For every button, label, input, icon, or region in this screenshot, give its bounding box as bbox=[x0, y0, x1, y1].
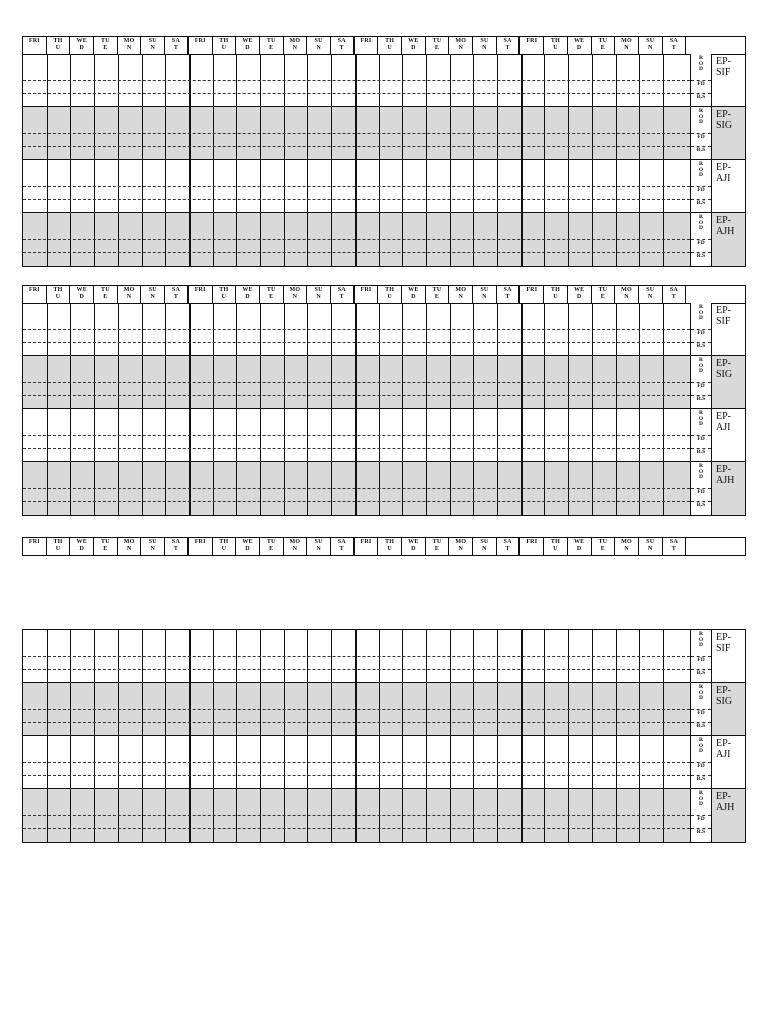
day-header-cell: TH U bbox=[378, 286, 402, 303]
row-divider bbox=[691, 342, 711, 343]
row-divider bbox=[691, 80, 711, 81]
group-row bbox=[23, 107, 745, 160]
day-header-row-1 bbox=[22, 36, 746, 55]
row-divider bbox=[23, 488, 690, 489]
row-label: R O D bbox=[698, 790, 704, 808]
day-header-cell: TH U bbox=[47, 538, 71, 555]
day-header-cell: SA T bbox=[165, 286, 189, 303]
row-label-column bbox=[690, 54, 712, 106]
day-cells[interactable] bbox=[23, 789, 690, 842]
group-label: EP- SIG bbox=[712, 107, 745, 159]
day-header-cell: SU N bbox=[141, 37, 165, 54]
day-header-cell: WE D bbox=[402, 37, 426, 54]
row-label-column bbox=[690, 303, 712, 355]
row-divider bbox=[691, 656, 711, 657]
schedule-block-3 bbox=[22, 629, 746, 843]
row-label: R O D bbox=[698, 357, 704, 375]
row-divider bbox=[691, 146, 711, 147]
row-label: R.S bbox=[696, 200, 706, 206]
row-label-column bbox=[690, 462, 712, 515]
day-header-cell: MO N bbox=[284, 538, 308, 555]
header-blank-cell bbox=[686, 37, 745, 54]
day-header-cell: TU E bbox=[260, 37, 284, 54]
row-label: R.S bbox=[696, 670, 706, 676]
row-label: FD bbox=[697, 657, 705, 663]
day-header-cell: WE D bbox=[70, 286, 94, 303]
day-header-cell: TH U bbox=[544, 286, 568, 303]
group-row bbox=[23, 213, 745, 266]
row-label-column bbox=[690, 736, 712, 788]
row-label: R O D bbox=[698, 304, 704, 322]
day-header-cell: TH U bbox=[47, 286, 71, 303]
row-divider bbox=[691, 133, 711, 134]
day-header-cell: WE D bbox=[402, 286, 426, 303]
group-row bbox=[23, 683, 745, 736]
row-label-column bbox=[690, 107, 712, 159]
row-label: R.S bbox=[696, 829, 706, 835]
group-row bbox=[23, 789, 745, 842]
day-header-cell: SU N bbox=[639, 37, 663, 54]
group-row bbox=[23, 160, 745, 213]
row-divider bbox=[691, 501, 711, 502]
day-header-cell: MO N bbox=[615, 538, 639, 555]
row-divider bbox=[691, 93, 711, 94]
day-header-cell: MO N bbox=[118, 538, 142, 555]
row-divider bbox=[691, 722, 711, 723]
group-row bbox=[23, 409, 745, 462]
group-row bbox=[23, 736, 745, 789]
day-header-cell: FRI bbox=[23, 538, 47, 555]
row-label: R O D bbox=[698, 410, 704, 428]
day-header-cell: SU N bbox=[473, 538, 497, 555]
day-header-row-3 bbox=[22, 537, 746, 556]
day-header-cell: SA T bbox=[331, 37, 355, 54]
group-label: EP- AJI bbox=[716, 411, 731, 433]
day-header-cell: TU E bbox=[592, 286, 616, 303]
day-header-cell: FRI bbox=[189, 37, 213, 54]
day-cells[interactable] bbox=[23, 356, 690, 408]
row-divider bbox=[23, 199, 690, 200]
day-header-cell: TH U bbox=[378, 37, 402, 54]
day-cells[interactable] bbox=[23, 630, 690, 682]
day-header-cell: SU N bbox=[473, 286, 497, 303]
day-header-cell: TH U bbox=[213, 286, 237, 303]
row-divider bbox=[23, 239, 690, 240]
day-header-cell: TU E bbox=[94, 37, 118, 54]
row-label: FD bbox=[697, 81, 705, 87]
day-header-cell: MO N bbox=[118, 37, 142, 54]
day-header-cell: TH U bbox=[544, 538, 568, 555]
group-row bbox=[23, 630, 745, 683]
row-label: FD bbox=[697, 436, 705, 442]
day-cells[interactable] bbox=[23, 107, 690, 159]
day-header-cell: MO N bbox=[284, 37, 308, 54]
row-divider bbox=[691, 252, 711, 253]
day-header-cell: WE D bbox=[70, 538, 94, 555]
day-header-cell: TH U bbox=[213, 37, 237, 54]
row-label: R O D bbox=[698, 684, 704, 702]
day-cells[interactable] bbox=[23, 303, 690, 355]
day-header-cell: SA T bbox=[663, 286, 687, 303]
row-divider bbox=[691, 239, 711, 240]
day-header-cell: FRI bbox=[189, 286, 213, 303]
row-divider bbox=[23, 93, 690, 94]
day-header-cell: SA T bbox=[663, 538, 687, 555]
row-divider bbox=[23, 329, 690, 330]
group-label: EP- AJH bbox=[712, 213, 745, 266]
day-header-cell: FRI bbox=[23, 286, 47, 303]
day-header-cell: SU N bbox=[307, 538, 331, 555]
day-header-cell: MO N bbox=[449, 538, 473, 555]
row-divider bbox=[23, 448, 690, 449]
day-header-cell: SU N bbox=[141, 538, 165, 555]
day-header-cell: WE D bbox=[236, 37, 260, 54]
day-header-cell: FRI bbox=[189, 538, 213, 555]
day-header-cell: TU E bbox=[260, 538, 284, 555]
day-header-cell: SA T bbox=[331, 286, 355, 303]
row-label: R O D bbox=[698, 631, 704, 649]
day-cells[interactable] bbox=[23, 54, 690, 106]
group-label: EP- AJI bbox=[716, 738, 731, 760]
row-divider bbox=[691, 435, 711, 436]
row-divider bbox=[23, 762, 690, 763]
day-header-cell: TU E bbox=[426, 37, 450, 54]
day-header-cell: SA T bbox=[497, 538, 521, 555]
day-cells[interactable] bbox=[23, 462, 690, 515]
group-label: EP- SIG bbox=[712, 356, 745, 408]
row-divider bbox=[691, 199, 711, 200]
row-label-column bbox=[690, 356, 712, 408]
day-header-cell: FRI bbox=[355, 286, 379, 303]
day-header-cell: TU E bbox=[426, 538, 450, 555]
row-divider bbox=[691, 828, 711, 829]
row-divider bbox=[23, 709, 690, 710]
row-label: R O D bbox=[698, 737, 704, 755]
row-label: R O D bbox=[698, 108, 704, 126]
row-label: FD bbox=[697, 187, 705, 193]
group-row bbox=[23, 303, 745, 356]
row-divider bbox=[691, 709, 711, 710]
row-divider bbox=[691, 448, 711, 449]
day-header-cell: TU E bbox=[592, 37, 616, 54]
row-label-column bbox=[690, 683, 712, 735]
day-header-cell: MO N bbox=[449, 37, 473, 54]
day-header-cell: SU N bbox=[473, 37, 497, 54]
day-header-cell: MO N bbox=[449, 286, 473, 303]
day-header-cell: SU N bbox=[639, 286, 663, 303]
row-label: R O D bbox=[698, 161, 704, 179]
group-label: EP- AJH bbox=[712, 789, 745, 842]
row-divider bbox=[691, 329, 711, 330]
day-header-cell: TH U bbox=[378, 538, 402, 555]
row-label: R.S bbox=[696, 502, 706, 508]
day-header-cell: TH U bbox=[544, 37, 568, 54]
day-cells[interactable] bbox=[23, 160, 690, 212]
day-header-cell: WE D bbox=[70, 37, 94, 54]
row-divider bbox=[23, 656, 690, 657]
row-divider bbox=[23, 775, 690, 776]
day-header-cell: SU N bbox=[307, 286, 331, 303]
day-header-cell: TU E bbox=[94, 538, 118, 555]
day-header-cell: SU N bbox=[307, 37, 331, 54]
row-divider bbox=[23, 669, 690, 670]
row-divider bbox=[23, 252, 690, 253]
row-label: FD bbox=[697, 710, 705, 716]
row-divider bbox=[23, 815, 690, 816]
row-label-column bbox=[690, 630, 712, 682]
row-label: R.S bbox=[696, 343, 706, 349]
group-row bbox=[23, 356, 745, 409]
day-header-cell: WE D bbox=[568, 286, 592, 303]
group-label: EP- AJH bbox=[712, 462, 745, 515]
row-label: R.S bbox=[696, 253, 706, 259]
day-header-cell: TU E bbox=[94, 286, 118, 303]
day-header-cell: SA T bbox=[663, 37, 687, 54]
row-label: R O D bbox=[698, 55, 704, 73]
day-header-cell: FRI bbox=[355, 37, 379, 54]
row-divider bbox=[691, 186, 711, 187]
day-cells[interactable] bbox=[23, 683, 690, 735]
row-label: R.S bbox=[696, 449, 706, 455]
day-header-cell: WE D bbox=[568, 37, 592, 54]
group-label: EP- SIG bbox=[712, 683, 745, 735]
row-label: FD bbox=[697, 240, 705, 246]
day-header-cell: FRI bbox=[23, 37, 47, 54]
day-header-cell: WE D bbox=[402, 538, 426, 555]
row-divider bbox=[691, 815, 711, 816]
row-label: R.S bbox=[696, 147, 706, 153]
day-cells[interactable] bbox=[23, 736, 690, 788]
group-label: EP- SIF bbox=[716, 305, 731, 327]
day-header-cell: TU E bbox=[426, 286, 450, 303]
row-divider bbox=[691, 775, 711, 776]
row-label: FD bbox=[697, 330, 705, 336]
row-divider bbox=[23, 828, 690, 829]
day-header-cell: MO N bbox=[615, 286, 639, 303]
day-header-row-2 bbox=[22, 285, 746, 304]
day-header-cell: FRI bbox=[355, 538, 379, 555]
day-header-cell: SA T bbox=[331, 538, 355, 555]
row-label: FD bbox=[697, 134, 705, 140]
row-divider bbox=[23, 435, 690, 436]
day-header-cell: MO N bbox=[284, 286, 308, 303]
day-header-cell: WE D bbox=[236, 538, 260, 555]
header-blank-cell bbox=[686, 538, 745, 555]
day-cells[interactable] bbox=[23, 213, 690, 266]
day-header-cell: FRI bbox=[520, 286, 544, 303]
row-label-column bbox=[690, 160, 712, 212]
row-label: R O D bbox=[698, 214, 704, 232]
row-divider bbox=[23, 133, 690, 134]
group-label: EP- AJI bbox=[716, 162, 731, 184]
row-label-column bbox=[690, 409, 712, 461]
day-header-cell: MO N bbox=[118, 286, 142, 303]
day-header-cell: TH U bbox=[47, 37, 71, 54]
row-divider bbox=[691, 669, 711, 670]
group-label: EP- SIF bbox=[716, 56, 731, 78]
group-row bbox=[23, 462, 745, 515]
row-label: R.S bbox=[696, 723, 706, 729]
row-label: FD bbox=[697, 763, 705, 769]
row-divider bbox=[691, 488, 711, 489]
header-blank-cell bbox=[686, 286, 745, 303]
row-divider bbox=[23, 342, 690, 343]
row-divider bbox=[23, 186, 690, 187]
row-label: R.S bbox=[696, 776, 706, 782]
row-divider bbox=[23, 722, 690, 723]
day-cells[interactable] bbox=[23, 409, 690, 461]
row-label-column bbox=[690, 213, 712, 266]
row-label: FD bbox=[697, 383, 705, 389]
day-header-cell: MO N bbox=[615, 37, 639, 54]
day-header-cell: SA T bbox=[497, 286, 521, 303]
row-label: R O D bbox=[698, 463, 704, 481]
row-divider bbox=[23, 501, 690, 502]
day-header-cell: SU N bbox=[141, 286, 165, 303]
row-divider bbox=[23, 80, 690, 81]
row-label-column bbox=[690, 789, 712, 842]
day-header-cell: SU N bbox=[639, 538, 663, 555]
row-divider bbox=[691, 395, 711, 396]
row-label: R.S bbox=[696, 94, 706, 100]
schedule-block-2 bbox=[22, 303, 746, 516]
day-header-cell: TH U bbox=[213, 538, 237, 555]
row-label: R.S bbox=[696, 396, 706, 402]
day-header-cell: FRI bbox=[520, 538, 544, 555]
day-header-cell: FRI bbox=[520, 37, 544, 54]
day-header-cell: WE D bbox=[568, 538, 592, 555]
row-divider bbox=[23, 382, 690, 383]
row-divider bbox=[23, 146, 690, 147]
day-header-cell: SA T bbox=[165, 538, 189, 555]
day-header-cell: TU E bbox=[592, 538, 616, 555]
day-header-cell: TU E bbox=[260, 286, 284, 303]
day-header-cell: WE D bbox=[236, 286, 260, 303]
schedule-block-1 bbox=[22, 54, 746, 267]
row-divider bbox=[691, 382, 711, 383]
day-header-cell: SA T bbox=[497, 37, 521, 54]
group-label: EP- SIF bbox=[716, 632, 731, 654]
row-divider bbox=[23, 395, 690, 396]
day-header-cell: SA T bbox=[165, 37, 189, 54]
row-label: FD bbox=[697, 816, 705, 822]
row-label: FD bbox=[697, 489, 705, 495]
group-row bbox=[23, 54, 745, 107]
row-divider bbox=[691, 762, 711, 763]
